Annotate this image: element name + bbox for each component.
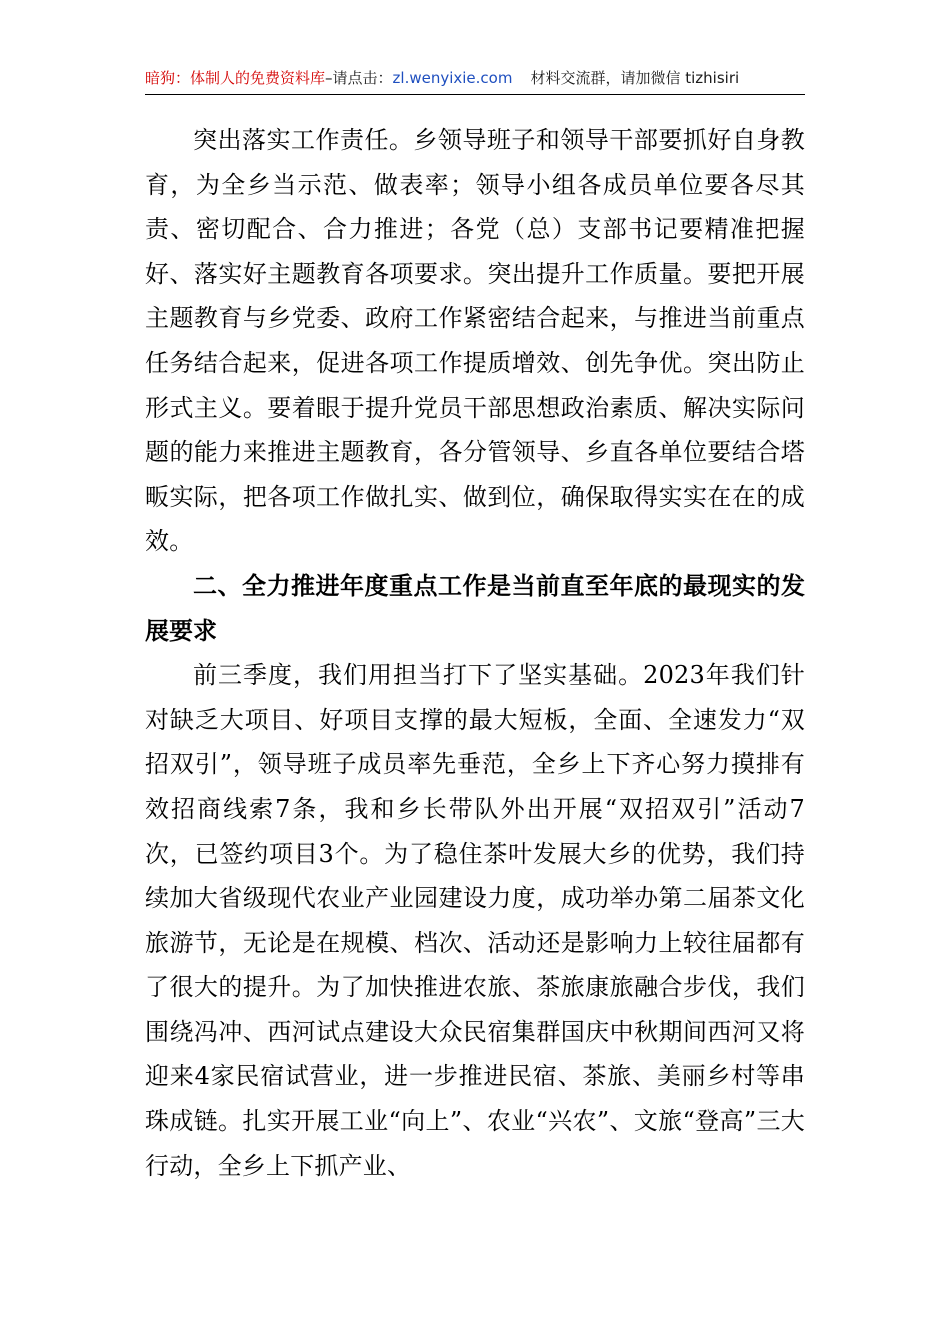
header-click-prompt: –请点击： bbox=[325, 69, 393, 87]
page-header bbox=[145, 62, 805, 95]
header-site-name: 暗狗：体制人的免费资料库 bbox=[145, 69, 326, 87]
paragraph-responsibility: 突出落实工作责任。乡领导班子和领导干部要抓好自身教育，为全乡当示范、做表率；领导小组各成员单位要各尽其责、密切配合、合力推进；各党（总）支部书记要精准把握好、落实好主题教育各项要求。突出提升工作质量。要把开展主题教育与乡党委、政府工作紧密结合起来，与推进当前重点任务结合起来，促进各项工作提质增效、创先争优。突出防止形式主义。要着眼于提升党员干部思想政治素质、解决实际问题的能力来推进主题教育，各分管领导、乡直各单位要结合塔畈实际，把各项工作做扎实、做到位，确保取得实实在在的成效。 bbox=[145, 126, 805, 556]
document-body bbox=[145, 118, 805, 1188]
header-url-link[interactable]: zl.wenyixie.com bbox=[392, 69, 513, 87]
section-heading-2: 二、全力推进年度重点工作是当前直至年底的最现实的发展要求 bbox=[145, 571, 805, 645]
paragraph-first-three-quarters: 前三季度，我们用担当打下了坚实基础。2023年我们针对缺乏大项目、好项目支撑的最大短板，全面、全速发力“双招双引”，领导班子成员率先垂范，全乡上下齐心努力摸排有效招商线索7条，我和乡长带队外出开展“双招双引”活动7次，已签约项目3个。为了稳住茶叶发展大乡的优势，我们持续加大省级现代农业产业园建设力度，成功举办第二届茶文化旅游节，无论是在规模、档次、活动还是影响力上较往届都有了很大的提升。为了加快推进农旅、茶旅康旅融合步伐，我们围绕冯冲、西河试点建设大众民宿集群国庆中秋期间西河又将迎来4家民宿试营业，进一步推进民宿、茶旅、美丽乡村等串珠成链。扎实开展工业“向上”、农业“兴农”、文旅“登高”三大行动，全乡上下抓产业、 bbox=[145, 661, 805, 1180]
header-group-note: 材料交流群，请加微信 tizhisiri bbox=[530, 69, 740, 87]
